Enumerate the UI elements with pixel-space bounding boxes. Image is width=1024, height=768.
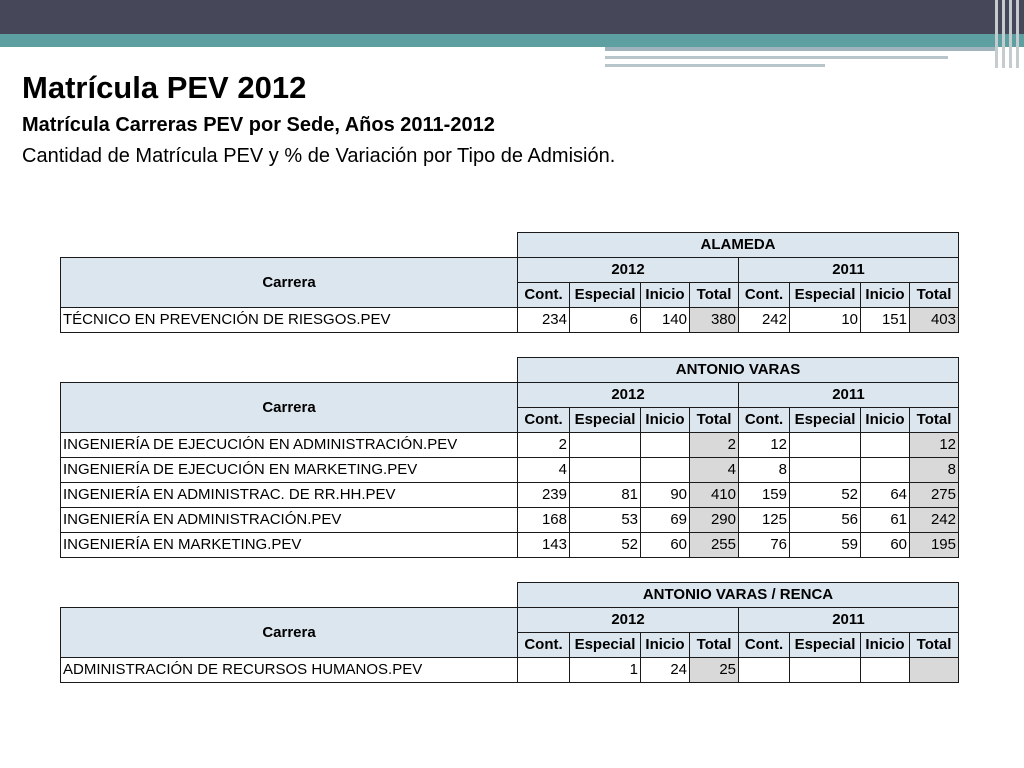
- value-cell: [570, 433, 641, 458]
- column-header: Total: [910, 408, 959, 433]
- value-cell: 64: [861, 483, 910, 508]
- page-subtitle: Matrícula Carreras PEV por Sede, Años 2011-2012: [22, 114, 495, 136]
- value-cell: 4: [518, 458, 570, 483]
- year-header-row: [61, 383, 959, 408]
- value-cell: 52: [790, 483, 861, 508]
- value-cell: 6: [570, 308, 641, 333]
- value-cell: 151: [861, 308, 910, 333]
- total-cell: 275: [910, 483, 959, 508]
- enrollment-table: [60, 232, 959, 333]
- total-cell: 255: [690, 533, 739, 558]
- value-cell: 56: [790, 508, 861, 533]
- value-cell: [570, 458, 641, 483]
- value-cell: 69: [641, 508, 690, 533]
- column-header: Cont.: [739, 283, 790, 308]
- value-cell: 60: [641, 533, 690, 558]
- column-header: Cont.: [518, 633, 570, 658]
- value-cell: 143: [518, 533, 570, 558]
- value-cell: 76: [739, 533, 790, 558]
- year-header: 2011: [739, 258, 959, 283]
- year-header: 2012: [518, 608, 739, 633]
- value-cell: 90: [641, 483, 690, 508]
- column-header: Total: [690, 408, 739, 433]
- column-header: Total: [690, 633, 739, 658]
- table-row: [61, 458, 959, 483]
- value-cell: 61: [861, 508, 910, 533]
- column-header: Especial: [570, 408, 641, 433]
- header-stripe: [1009, 0, 1012, 68]
- empty-corner: [61, 583, 518, 608]
- total-cell: 410: [690, 483, 739, 508]
- value-cell: 24: [641, 658, 690, 683]
- total-cell: 25: [690, 658, 739, 683]
- empty-corner: [61, 358, 518, 383]
- column-header: Especial: [570, 633, 641, 658]
- value-cell: 60: [861, 533, 910, 558]
- carrera-name: INGENIERÍA EN ADMINISTRAC. DE RR.HH.PEV: [61, 483, 518, 508]
- sede-name: ALAMEDA: [518, 233, 959, 258]
- column-header: Cont.: [739, 408, 790, 433]
- header-teal-band: [0, 34, 1024, 47]
- value-cell: [790, 658, 861, 683]
- sede-name: ANTONIO VARAS: [518, 358, 959, 383]
- value-cell: 159: [739, 483, 790, 508]
- value-cell: 239: [518, 483, 570, 508]
- value-cell: [641, 433, 690, 458]
- column-header: Total: [910, 283, 959, 308]
- total-cell: 8: [910, 458, 959, 483]
- column-header: Especial: [790, 633, 861, 658]
- column-header: Cont.: [518, 408, 570, 433]
- value-cell: 81: [570, 483, 641, 508]
- value-cell: [790, 433, 861, 458]
- column-header: Inicio: [861, 633, 910, 658]
- column-header: Inicio: [861, 408, 910, 433]
- carrera-name: INGENIERÍA DE EJECUCIÓN EN ADMINISTRACIÓN.PEV: [61, 433, 518, 458]
- carrera-name: ADMINISTRACIÓN DE RECURSOS HUMANOS.PEV: [61, 658, 518, 683]
- table-row: [61, 433, 959, 458]
- value-cell: 59: [790, 533, 861, 558]
- year-header: 2012: [518, 383, 739, 408]
- total-cell: 242: [910, 508, 959, 533]
- enrollment-table: [60, 582, 959, 683]
- header-bar: [0, 0, 1024, 34]
- total-cell: [910, 658, 959, 683]
- total-cell: 290: [690, 508, 739, 533]
- value-cell: 140: [641, 308, 690, 333]
- value-cell: [739, 658, 790, 683]
- year-header: 2011: [739, 608, 959, 633]
- header-accent-line: [605, 56, 948, 59]
- header-stripe: [1016, 0, 1019, 68]
- column-header: Total: [910, 633, 959, 658]
- total-cell: 403: [910, 308, 959, 333]
- value-cell: 168: [518, 508, 570, 533]
- year-header: 2012: [518, 258, 739, 283]
- value-cell: 53: [570, 508, 641, 533]
- year-header-row: [61, 608, 959, 633]
- sede-header-row: [61, 583, 959, 608]
- column-header: Inicio: [641, 408, 690, 433]
- column-header: Especial: [790, 283, 861, 308]
- header-accent-line: [605, 47, 995, 51]
- value-cell: 8: [739, 458, 790, 483]
- value-cell: [518, 658, 570, 683]
- year-header-row: [61, 258, 959, 283]
- total-cell: 12: [910, 433, 959, 458]
- carrera-header: Carrera: [61, 258, 518, 308]
- value-cell: 234: [518, 308, 570, 333]
- value-cell: 10: [790, 308, 861, 333]
- value-cell: 52: [570, 533, 641, 558]
- carrera-header: Carrera: [61, 608, 518, 658]
- header-stripe: [1002, 0, 1005, 68]
- carrera-header: Carrera: [61, 383, 518, 433]
- carrera-name: TÉCNICO EN PREVENCIÓN DE RIESGOS.PEV: [61, 308, 518, 333]
- value-cell: 12: [739, 433, 790, 458]
- table-row: [61, 483, 959, 508]
- column-header: Cont.: [739, 633, 790, 658]
- value-cell: 1: [570, 658, 641, 683]
- sede-header-row: [61, 358, 959, 383]
- column-header: Inicio: [641, 283, 690, 308]
- column-header: Inicio: [641, 633, 690, 658]
- value-cell: 2: [518, 433, 570, 458]
- sede-name: ANTONIO VARAS / RENCA: [518, 583, 959, 608]
- total-cell: 4: [690, 458, 739, 483]
- value-cell: [861, 433, 910, 458]
- total-cell: 380: [690, 308, 739, 333]
- value-cell: 242: [739, 308, 790, 333]
- value-cell: [641, 458, 690, 483]
- empty-corner: [61, 233, 518, 258]
- table-row: [61, 508, 959, 533]
- column-header: Total: [690, 283, 739, 308]
- carrera-name: INGENIERÍA EN ADMINISTRACIÓN.PEV: [61, 508, 518, 533]
- carrera-name: INGENIERÍA DE EJECUCIÓN EN MARKETING.PEV: [61, 458, 518, 483]
- table-row: [61, 308, 959, 333]
- year-header: 2011: [739, 383, 959, 408]
- value-cell: [861, 458, 910, 483]
- header-stripe: [995, 0, 998, 68]
- page-title: Matrícula PEV 2012: [22, 70, 307, 105]
- total-cell: 2: [690, 433, 739, 458]
- column-header: Especial: [790, 408, 861, 433]
- header-accent-line: [605, 64, 825, 67]
- column-header: Inicio: [861, 283, 910, 308]
- value-cell: [861, 658, 910, 683]
- page-description: Cantidad de Matrícula PEV y % de Variación por Tipo de Admisión.: [22, 145, 616, 167]
- column-header: Especial: [570, 283, 641, 308]
- sede-header-row: [61, 233, 959, 258]
- value-cell: 125: [739, 508, 790, 533]
- value-cell: [790, 458, 861, 483]
- table-row: [61, 658, 959, 683]
- enrollment-table: [60, 357, 959, 558]
- total-cell: 195: [910, 533, 959, 558]
- carrera-name: INGENIERÍA EN MARKETING.PEV: [61, 533, 518, 558]
- column-header: Cont.: [518, 283, 570, 308]
- table-row: [61, 533, 959, 558]
